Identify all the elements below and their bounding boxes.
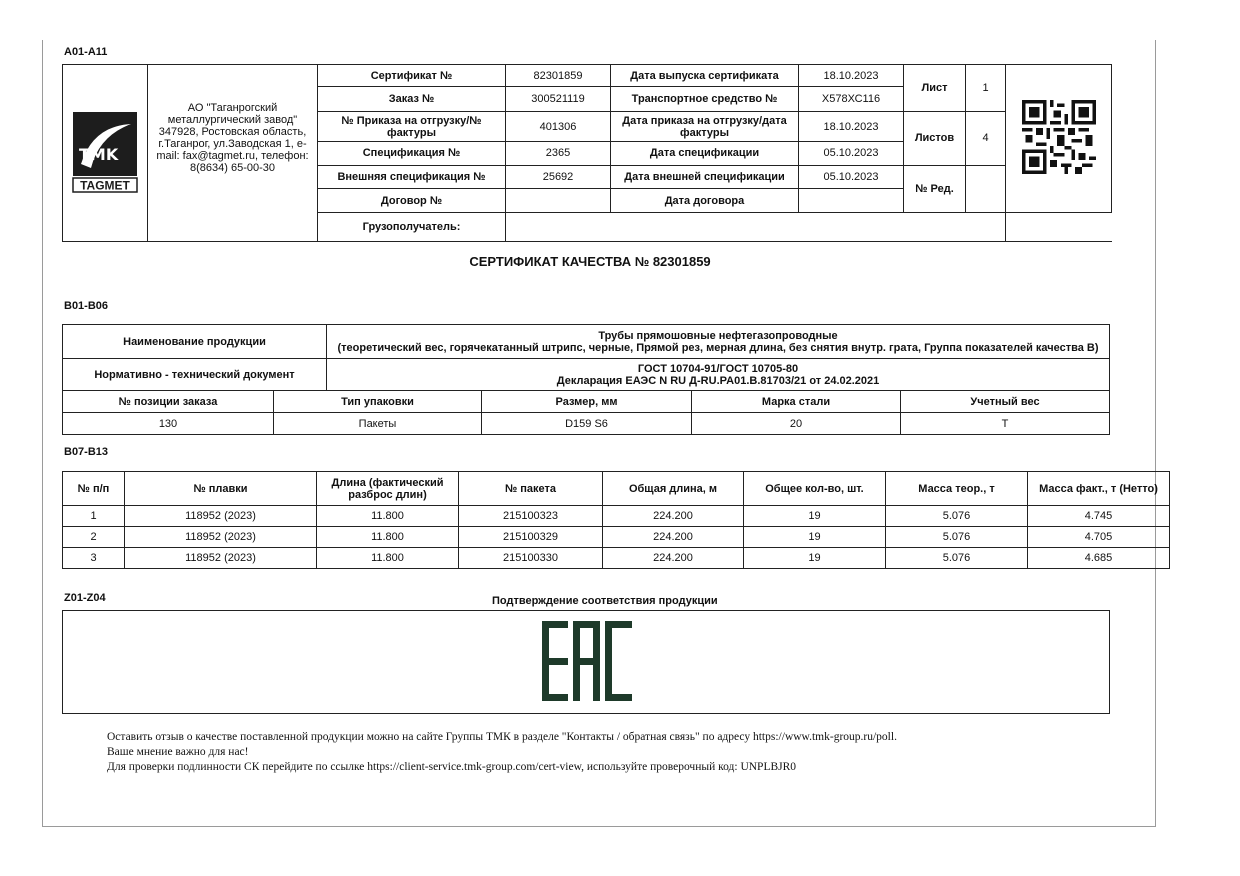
ext-spec-date-label: Дата внешней спецификации bbox=[611, 165, 799, 188]
cert-no-label: Сертификат № bbox=[318, 65, 506, 87]
cell: 118952 (2023) bbox=[125, 506, 317, 527]
table-row bbox=[63, 506, 1170, 527]
ship-date: 18.10.2023 bbox=[799, 111, 904, 142]
contract-no bbox=[506, 189, 611, 213]
cell: 19 bbox=[744, 506, 886, 527]
edition-value bbox=[966, 165, 1006, 213]
product-code: B01-B06 bbox=[64, 300, 109, 312]
package-type-value: Пакеты bbox=[274, 413, 482, 435]
details-code: B07-B13 bbox=[64, 446, 109, 458]
conformity-code: Z01-Z04 bbox=[64, 592, 106, 604]
ext-spec-date: 05.10.2023 bbox=[799, 165, 904, 188]
order-label: Заказ № bbox=[318, 87, 506, 111]
cert-date-label: Дата выпуска сертификата bbox=[611, 65, 799, 87]
cell: 4.685 bbox=[1028, 548, 1170, 569]
col-package-type: Тип упаковки bbox=[274, 391, 482, 413]
sheets-label: Листов bbox=[904, 111, 966, 165]
order-no: 300521119 bbox=[506, 87, 611, 111]
cell: 5.076 bbox=[886, 548, 1028, 569]
certificate-title: СЕРТИФИКАТ КАЧЕСТВА № 82301859 bbox=[469, 254, 711, 269]
col-package-no: № пакета bbox=[459, 472, 603, 506]
position-value: 130 bbox=[63, 413, 274, 435]
spec-date-label: Дата спецификации bbox=[611, 142, 799, 165]
col-mass-theor: Масса теор., т bbox=[886, 472, 1028, 506]
product-doc-line1: ГОСТ 10704-91/ГОСТ 10705-80 bbox=[637, 362, 799, 375]
cell: 4.745 bbox=[1028, 506, 1170, 527]
size-value: D159 S6 bbox=[482, 413, 692, 435]
cell: 1 bbox=[63, 506, 125, 527]
steel-grade-value: 20 bbox=[692, 413, 901, 435]
sheet-label: Лист bbox=[904, 65, 966, 112]
col-row-no: № п/п bbox=[63, 472, 125, 506]
cell: 224.200 bbox=[603, 548, 744, 569]
sheets-value: 4 bbox=[966, 111, 1006, 165]
table-row bbox=[63, 548, 1170, 569]
col-total-qty: Общее кол-во, шт. bbox=[744, 472, 886, 506]
cell: 5.076 bbox=[886, 506, 1028, 527]
consignee-label: Грузополучатель: bbox=[318, 213, 506, 242]
vehicle-no: Х578ХС116 bbox=[799, 87, 904, 111]
ext-spec-label: Внешняя спецификация № bbox=[318, 165, 506, 188]
header-table bbox=[62, 64, 1112, 242]
product-doc-line2: Декларация ЕАЭС N RU Д-RU.PA01.B.81703/21 от 24.02.2021 bbox=[556, 374, 880, 387]
company-info: АО "Таганрогский металлургический завод" 347928, Ростовская область, г.Таганрог, ул.Заводская 1, e-mail: fax@tagmet.ru, телефон: 8(8634) 65-00-30 bbox=[148, 65, 318, 242]
cell: 11.800 bbox=[317, 527, 459, 548]
product-doc-value bbox=[327, 359, 1110, 391]
spec-no: 2365 bbox=[506, 142, 611, 165]
cell: 4.705 bbox=[1028, 527, 1170, 548]
footer-feedback: Оставить отзыв о качестве поставленной продукции можно на сайте Группы ТМК в разделе "Контакты / обратная связь" по адресу https://www.tmk-group.ru/poll. bbox=[107, 731, 897, 743]
col-total-length: Общая длина, м bbox=[603, 472, 744, 506]
product-doc-label: Нормативно - технический документ bbox=[63, 359, 327, 391]
header-code: A01-A11 bbox=[64, 46, 108, 58]
col-size: Размер, мм bbox=[482, 391, 692, 413]
details-table bbox=[62, 471, 1170, 569]
cell: 11.800 bbox=[317, 548, 459, 569]
cell: 215100323 bbox=[459, 506, 603, 527]
product-position-table bbox=[62, 390, 1110, 435]
weight-basis-value: Т bbox=[901, 413, 1110, 435]
product-name-line2: (теоретический вес, горячекатанный штрипс, черные, Прямой рез, мерная длина, без снятия внутр. грата, Группа показателей качества В) bbox=[337, 341, 1099, 354]
spec-date: 05.10.2023 bbox=[799, 142, 904, 165]
table-row bbox=[63, 527, 1170, 548]
cert-date: 18.10.2023 bbox=[799, 65, 904, 87]
tmk-tagmet-logo bbox=[69, 110, 141, 194]
col-weight-basis: Учетный вес bbox=[901, 391, 1110, 413]
cell: 19 bbox=[744, 527, 886, 548]
ext-spec-no: 25692 bbox=[506, 165, 611, 188]
eac-mark-text: EAC bbox=[585, 679, 589, 680]
qr-spacer bbox=[1006, 213, 1112, 242]
conformity-title: Подтверждение соответствия продукции bbox=[492, 595, 718, 607]
logo-name: TAGMET bbox=[80, 178, 130, 192]
qr-code-icon bbox=[1022, 100, 1096, 174]
contract-date-label: Дата договора bbox=[611, 189, 799, 213]
cell: 224.200 bbox=[603, 506, 744, 527]
spec-label: Спецификация № bbox=[318, 142, 506, 165]
ship-date-label: Дата приказа на отгрузку/дата фактуры bbox=[611, 111, 799, 142]
logo-cell bbox=[63, 65, 148, 242]
col-mass-actual: Масса факт., т (Нетто) bbox=[1028, 472, 1170, 506]
logo-brand: TMK bbox=[79, 144, 119, 164]
cell: 215100329 bbox=[459, 527, 603, 548]
col-position: № позиции заказа bbox=[63, 391, 274, 413]
consignee-value bbox=[506, 213, 1006, 242]
ship-order-no: 401306 bbox=[506, 111, 611, 142]
cell: 11.800 bbox=[317, 506, 459, 527]
product-name-table bbox=[62, 324, 1110, 391]
edition-label: № Ред. bbox=[904, 165, 966, 213]
cell: 118952 (2023) bbox=[125, 548, 317, 569]
contract-label: Договор № bbox=[318, 189, 506, 213]
cell: 3 bbox=[63, 548, 125, 569]
eac-mark-icon bbox=[540, 619, 634, 703]
contract-date bbox=[799, 189, 904, 213]
cell: 224.200 bbox=[603, 527, 744, 548]
sheet-value: 1 bbox=[966, 65, 1006, 112]
col-length: Длина (фактический разброс длин) bbox=[317, 472, 459, 506]
cert-no: 82301859 bbox=[506, 65, 611, 87]
col-steel-grade: Марка стали bbox=[692, 391, 901, 413]
col-heat-no: № плавки bbox=[125, 472, 317, 506]
footer-verification: Для проверки подлинности СК перейдите по ссылке https://client-service.tmk-group.com/cert-view, используйте проверочный код: UNPLBJR0 bbox=[107, 761, 797, 773]
product-name-line1: Трубы прямошовные нефтегазопроводные bbox=[598, 329, 838, 342]
product-name-value bbox=[327, 325, 1110, 359]
eac-box bbox=[62, 610, 1110, 714]
qr-cell bbox=[1006, 65, 1112, 213]
ship-order-label: № Приказа на отгрузку/№ фактуры bbox=[318, 111, 506, 142]
cell: 118952 (2023) bbox=[125, 527, 317, 548]
footer bbox=[107, 730, 1127, 775]
footer-note: Ваше мнение важно для нас! bbox=[107, 746, 249, 758]
product-name-label: Наименование продукции bbox=[63, 325, 327, 359]
cell: 19 bbox=[744, 548, 886, 569]
cell: 215100330 bbox=[459, 548, 603, 569]
vehicle-label: Транспортное средство № bbox=[611, 87, 799, 111]
cell: 2 bbox=[63, 527, 125, 548]
cell: 5.076 bbox=[886, 527, 1028, 548]
